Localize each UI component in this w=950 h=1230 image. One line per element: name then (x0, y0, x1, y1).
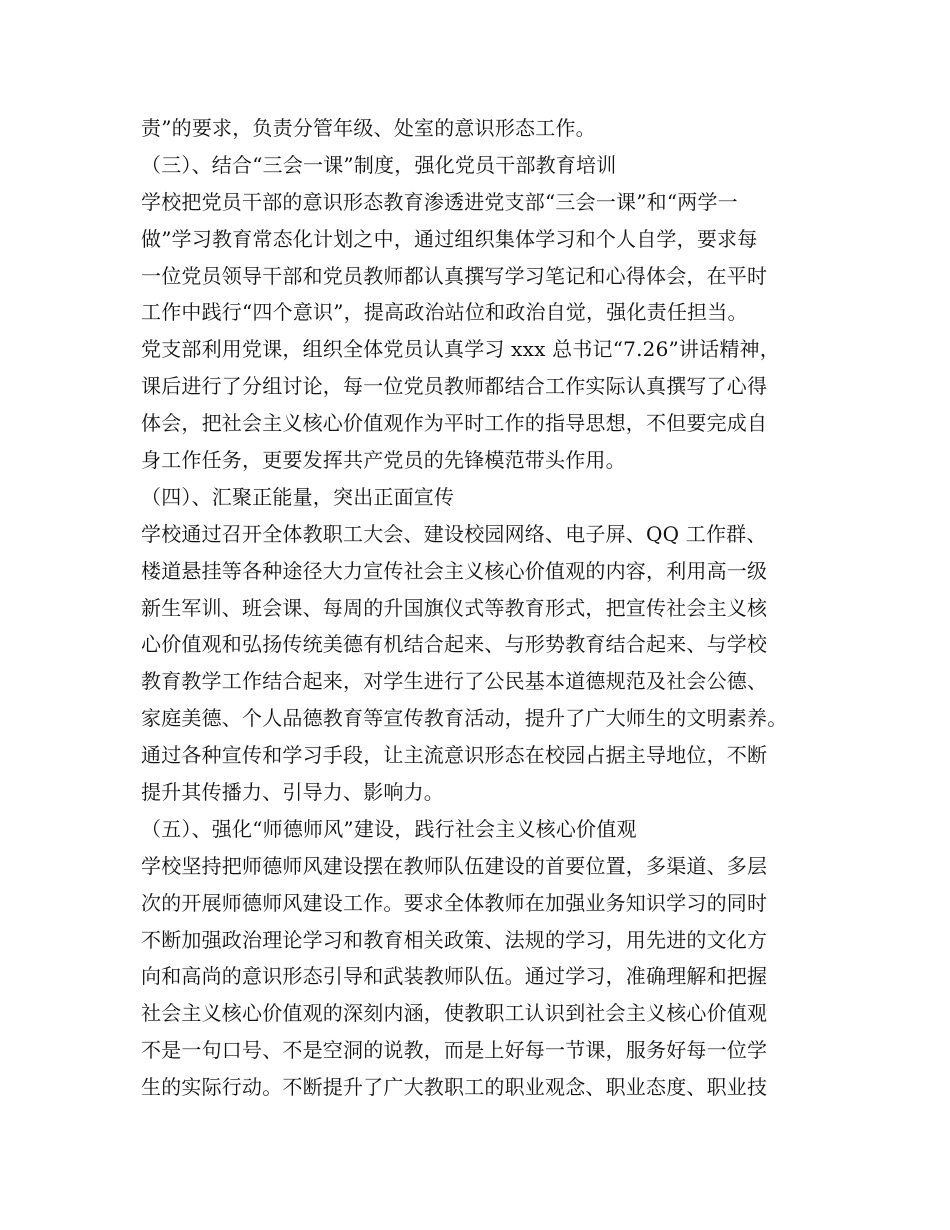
text-line: 社会主义核心价值观的深刻内涵，使教职工认识到社会主义核心价值观 (141, 1001, 768, 1026)
text-line: 向和高尚的意识形态引导和武装教师队伍。通过学习，准确理解和把握 (141, 964, 768, 989)
text-line: 心价值观和弘扬传统美德有机结合起来、与形势教育结合起来、与学校 (141, 632, 768, 657)
text-line: 提升其传播力、引导力、影响力。 (141, 780, 444, 805)
text-line: 学校通过召开全体教职工大会、建设校园网络、电子屏、QQ 工作群、 (141, 521, 767, 546)
text-line: 新生军训、班会课、每周的升国旗仪式等教育形式，把宣传社会主义核 (141, 595, 768, 620)
text-line: 党支部利用党课，组织全体党员认真学习 xxx 总书记“7.26”讲话精神， (141, 337, 780, 362)
text-line: 做”学习教育常态化计划之中，通过组织集体学习和个人自学，要求每 (141, 226, 758, 251)
text-line: 体会，把社会主义核心价值观作为平时工作的指导思想，不但要完成自 (141, 411, 768, 436)
text-line: 一位党员领导干部和党员教师都认真撰写学习笔记和心得体会，在平时 (141, 263, 768, 288)
text-line: 教育教学工作结合起来，对学生进行了公民基本道德规范及社会公德、 (141, 669, 768, 694)
text-line: 不是一句口号、不是空洞的说教，而是上好每一节课，服务好每一位学 (141, 1038, 768, 1063)
section-heading-3: （三）、结合“三会一课”制度，强化党员干部教育培训 (141, 152, 617, 177)
text-line: 学校坚持把师德师风建设摆在教师队伍建设的首要位置，多渠道、多层 (141, 853, 768, 878)
text-line: 工作中践行“四个意识”，提高政治站位和政治自觉，强化责任担当。 (141, 300, 748, 325)
text-line: 学校把党员干部的意识形态教育渗透进党支部“三会一课”和“两学一 (141, 189, 738, 214)
text-line: 楼道悬挂等各种途径大力宣传社会主义核心价值观的内容，利用高一级 (141, 558, 768, 583)
text-line: 家庭美德、个人品德教育等宣传教育活动，提升了广大师生的文明素养。 (141, 706, 788, 731)
text-line: 次的开展师德师风建设工作。要求全体教师在加强业务知识学习的同时 (141, 890, 768, 915)
section-heading-5: （五）、强化“师德师风”建设，践行社会主义核心价值观 (141, 816, 637, 841)
text-line: 不断加强政治理论学习和教育相关政策、法规的学习，用先进的文化方 (141, 927, 768, 952)
text-line: 课后进行了分组讨论，每一位党员教师都结合工作实际认真撰写了心得 (141, 374, 768, 399)
document-body (141, 110, 831, 1106)
text-line: 通过各种宣传和学习手段，让主流意识形态在校园占据主导地位，不断 (141, 743, 768, 768)
text-line: 生的实际行动。不断提升了广大教职工的职业观念、职业态度、职业技 (141, 1075, 768, 1100)
text-line: 责”的要求，负责分管年级、处室的意识形态工作。 (141, 116, 596, 140)
section-heading-4: （四）、汇聚正能量，突出正面宣传 (141, 484, 455, 509)
text-line: 身工作任务，更要发挥共产党员的先锋模范带头作用。 (141, 448, 626, 473)
